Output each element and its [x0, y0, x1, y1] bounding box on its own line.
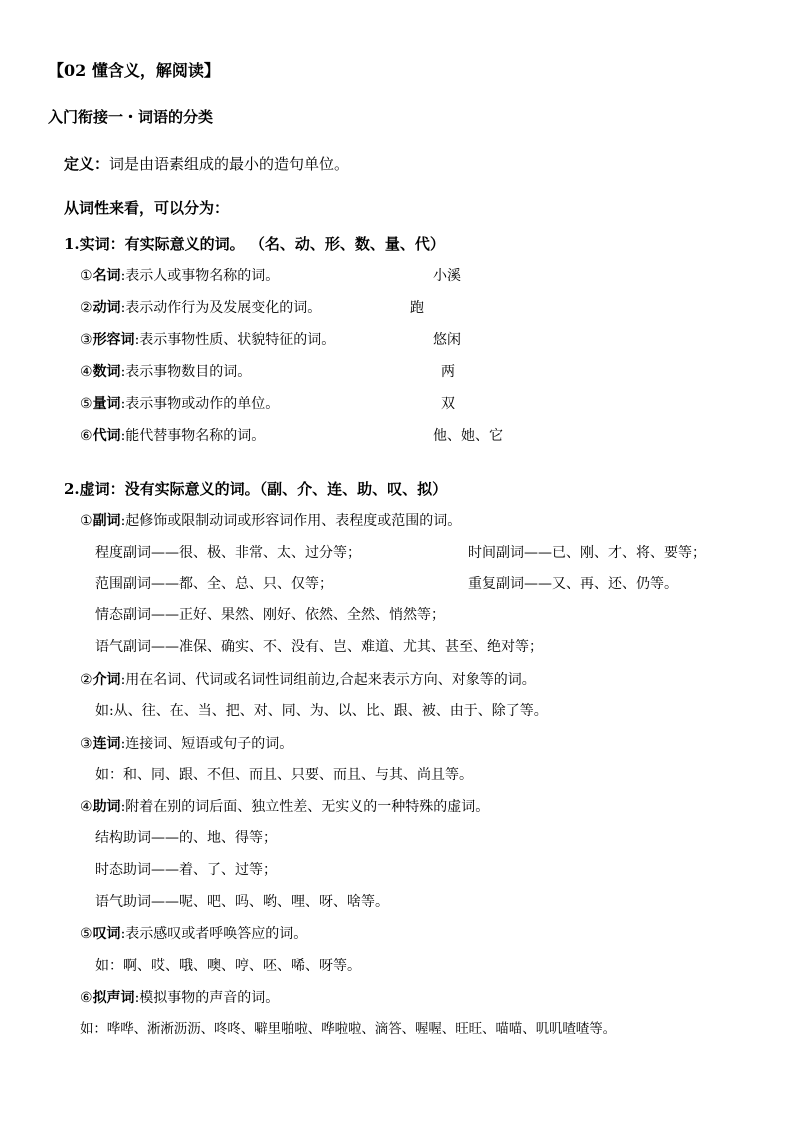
onomatopoeia-item: [80, 989, 279, 1007]
interjection-item: [80, 925, 307, 943]
item-desc: :起修饰或限制动词或形容词作用、表程度或范围的词。: [120, 513, 462, 529]
item-name: 连词: [92, 736, 121, 752]
definition-label: 定义：: [64, 155, 110, 173]
content-word-example: 悠闲: [433, 332, 461, 348]
content-word-item: [80, 331, 335, 349]
item-desc: :表示事物数目的词。: [120, 364, 252, 380]
item-number: ②: [80, 300, 93, 316]
item-desc: :表示人或事物名称的词。: [120, 268, 280, 284]
item-name: 动词: [92, 300, 121, 316]
item-name: 形容词: [92, 332, 135, 348]
preposition-example: 如:从、往、在、当、把、对、同、为、以、比、跟、被、由于、除了等。: [95, 703, 548, 719]
tone-adverbs: 语气副词——准保、确实、不、没有、岂、难道、尤其、甚至、绝对等；: [95, 639, 543, 655]
item-number: ⑥: [80, 990, 93, 1006]
conjunction-example: 如：和、同、跟、不但、而且、只要、而且、与其、尚且等。: [95, 767, 473, 783]
item-number: ①: [80, 268, 93, 284]
time-adverbs: 时间副词——已、刚、才、将、要等；: [468, 545, 706, 561]
item-desc: :能代替事物名称的词。: [120, 428, 266, 444]
item-name: 数词: [92, 364, 121, 380]
item-number: ⑤: [80, 396, 93, 412]
interjection-example: 如：啊、哎、哦、噢、哼、呸、唏、呀等。: [95, 958, 361, 974]
item-name: 副词: [92, 513, 121, 529]
scope-adverbs: 范围副词——都、全、总、只、仅等；: [95, 576, 333, 592]
content-word-item: [80, 395, 279, 413]
item-desc: :用在名词、代词或名词性词组前边,合起来表示方向、对象等的词。: [120, 672, 536, 688]
degree-adverbs: 程度副词——很、极、非常、太、过分等；: [95, 545, 361, 561]
content-word-example: 跑: [410, 300, 424, 316]
item-number: ④: [80, 799, 93, 815]
item-number: ①: [80, 513, 93, 529]
content-word-example: 两: [441, 364, 455, 380]
item-name: 介词: [92, 672, 121, 688]
content-word-example: 小溪: [433, 268, 461, 284]
item-name: 名词: [92, 268, 121, 284]
definition-line: [64, 155, 349, 173]
definition-text: 词是由语素组成的最小的造句单位。: [109, 155, 350, 173]
item-number: ③: [80, 332, 93, 348]
item-desc: :表示动作行为及发展变化的词。: [120, 300, 322, 316]
conjunction-item: [80, 735, 293, 753]
auxiliary-item: [80, 798, 489, 816]
item-name: 拟声词: [92, 990, 135, 1006]
item-name: 助词: [92, 799, 121, 815]
item-name: 量词: [92, 396, 121, 412]
content-word-item: [80, 427, 265, 445]
section1-heading: 1.实词：有实际意义的词。 （名、动、形、数、量、代）: [64, 235, 445, 253]
item-desc: :表示事物或动作的单位。: [120, 396, 280, 412]
repeat-adverbs: 重复副词——又、再、还、仍等。: [468, 576, 678, 592]
content-word-item: [80, 267, 279, 285]
content-word-item: [80, 299, 321, 317]
item-number: ⑥: [80, 428, 93, 444]
item-number: ③: [80, 736, 93, 752]
item-desc: :连接词、短语或句子的词。: [120, 736, 294, 752]
modal-auxiliaries: 语气助词——呢、吧、吗、哟、哩、呀、啥等。: [95, 894, 389, 910]
item-name: 代词: [92, 428, 121, 444]
item-number: ⑤: [80, 926, 93, 942]
structural-auxiliaries: 结构助词——的、地、得等；: [95, 830, 277, 846]
item-desc: :表示事物性质、状貌特征的词。: [134, 332, 336, 348]
section-subtitle: 入门衔接一・词语的分类: [48, 108, 214, 126]
content-word-example: 他、她、它: [433, 428, 503, 444]
item-number: ④: [80, 364, 93, 380]
page-title: 【02 懂含义，解阅读】: [48, 61, 220, 80]
content-word-item: [80, 363, 251, 381]
by-part-of-speech: 从词性来看，可以分为：: [64, 199, 230, 217]
item-name: 叹词: [92, 926, 121, 942]
item-number: ②: [80, 672, 93, 688]
mood-state-adverbs: 情态副词——正好、果然、刚好、依然、全然、悄然等；: [95, 607, 445, 623]
preposition-item: [80, 671, 536, 689]
adverb-item: [80, 512, 461, 530]
item-desc: :表示感叹或者呼唤答应的词。: [120, 926, 308, 942]
content-word-example: 双: [441, 396, 455, 412]
item-desc: :附着在别的词后面、独立性差、无实义的一种特殊的虚词。: [120, 799, 490, 815]
item-desc: :模拟事物的声音的词。: [134, 990, 280, 1006]
section2-heading: 2.虚词：没有实际意义的词。（副、介、连、助、叹、拟）: [64, 480, 448, 498]
aspect-auxiliaries: 时态助词——着、了、过等；: [95, 862, 277, 878]
onomatopoeia-example: 如：哗哗、淅淅沥沥、咚咚、噼里啪啦、哗啦啦、滴答、喔喔、旺旺、喵喵、叽叽喳喳等。: [80, 1021, 616, 1037]
